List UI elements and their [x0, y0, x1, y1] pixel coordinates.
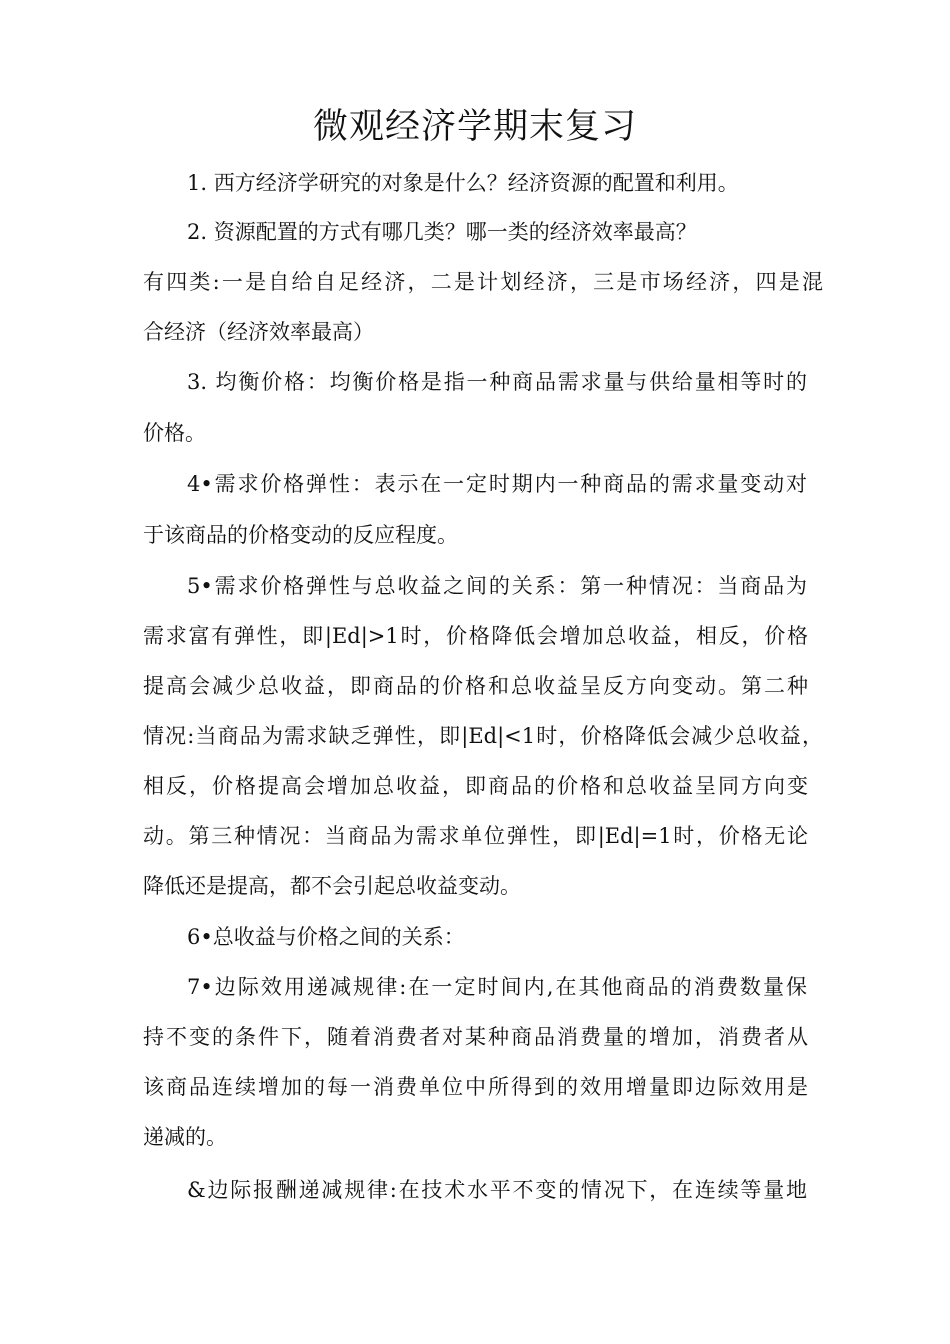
item-4-line-1: 4•需求价格弹性：表示在一定时期内一种商品的需求量变动对: [187, 472, 807, 496]
item-7-line-3: 该商品连续增加的每一消费单位中所得到的效用增量即边际效用是: [143, 1075, 808, 1099]
item-7-line-2: 持不变的条件下，随着消费者对某种商品消费量的增加，消费者从: [143, 1025, 808, 1049]
item-5-line-2: 需求富有弹性，即|Ed|>1时，价格降低会增加总收益，相反，价格: [143, 624, 808, 648]
item-5-line-7: 降低还是提高，都不会引起总收益变动。: [143, 874, 521, 898]
item-6-line: 6•总收益与价格之间的关系：: [187, 925, 465, 949]
answer-2-line-1: 有四类:一是自给自足经济，二是计划经济，三是市场经济，四是混: [143, 270, 823, 294]
item-5-line-4: 情况:当商品为需求缺乏弹性，即|Ed|<1时，价格降低会减少总收益，: [143, 724, 823, 748]
item-5-line-1: 5•需求价格弹性与总收益之间的关系：第一种情况：当商品为: [187, 574, 807, 598]
question-1-line: 1. 西方经济学研究的对象是什么？经济资源的配置和利用。: [187, 171, 739, 195]
item-8-line-1: &边际报酬递减规律:在技术水平不变的情况下，在连续等量地: [187, 1178, 807, 1202]
item-5-line-6: 动。第三种情况：当商品为需求单位弹性，即|Ed|=1时，价格无论: [143, 824, 808, 848]
item-7-line-4: 递减的。: [143, 1125, 227, 1149]
item-5-line-3: 提高会减少总收益，即商品的价格和总收益呈反方向变动。第二种: [143, 674, 808, 698]
document-title: 微观经济学期末复习: [312, 107, 637, 147]
item-3-line-1: 3. 均衡价格：均衡价格是指一种商品需求量与供给量相等时的: [187, 370, 807, 394]
answer-2-line-2: 合经济（经济效率最高）: [143, 320, 374, 344]
item-4-line-2: 于该商品的价格变动的反应程度。: [143, 523, 458, 547]
item-5-line-5: 相反，价格提高会增加总收益，即商品的价格和总收益呈同方向变: [143, 774, 808, 798]
item-3-line-2: 价格。: [143, 421, 206, 445]
item-7-line-1: 7•边际效用递减规律:在一定时间内,在其他商品的消费数量保: [187, 975, 807, 999]
question-2-line: 2. 资源配置的方式有哪几类？哪一类的经济效率最高？: [187, 220, 697, 244]
